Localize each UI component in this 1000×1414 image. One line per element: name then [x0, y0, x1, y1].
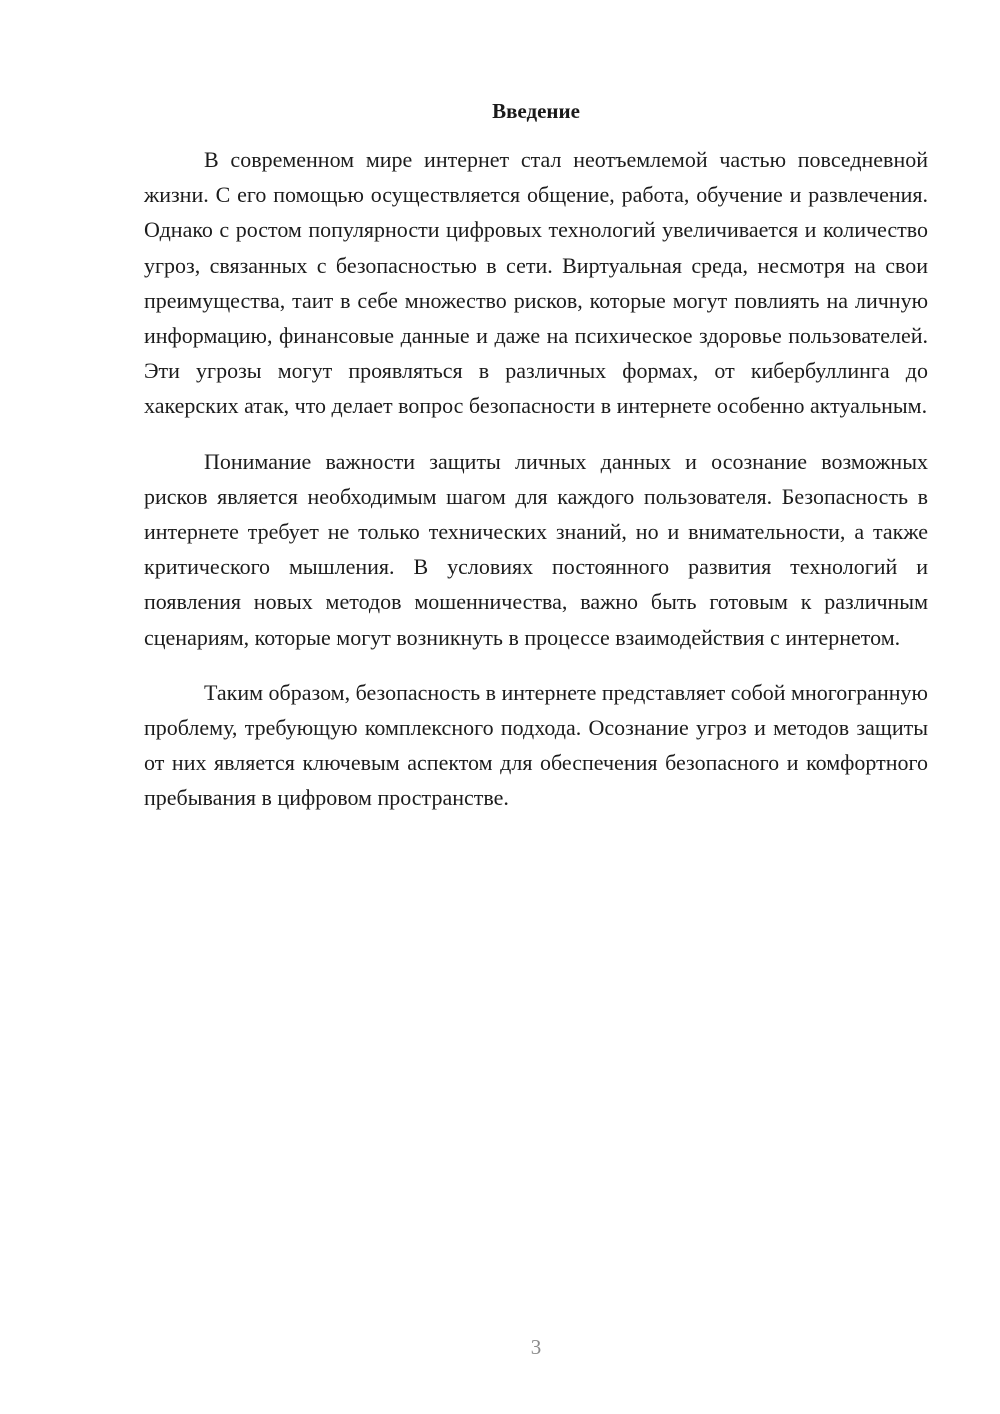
section-heading: Введение	[492, 99, 580, 123]
paragraph-1: В современном мире интернет стал неотъемлемой частью повседневной жизни. С его помощью осуществляется общение, работа, обучение и развлечения. Однако с ростом популярности цифровых технологий увеличивается и количество угроз, связанных с безопасностью в сети. Виртуальная среда, несмотря на свои преимущества, таит в себе множество рисков, которые могут повлиять на личную информацию, финансовые данные и даже на психическое здоровье пользователей. Эти угрозы могут проявляться в различных формах, от кибербуллинга до хакерских атак, что делает вопрос безопасности в интернете особенно актуальным.	[144, 147, 928, 419]
paragraph-3: Таким образом, безопасность в интернете представляет собой многогранную проблему, требующую комплексного подхода. Осознание угроз и методов защиты от них является ключевым аспектом для обеспечения безопасного и комфортного пребывания в цифровом пространстве.	[144, 679, 928, 811]
page-number: 3	[530, 1335, 542, 1359]
paragraph-2: Понимание важности защиты личных данных и осознание возможных рисков является необходимым шагом для каждого пользователя. Безопасность в интернете требует не только технических знаний, но и внимательности, а также критического мышления. В условиях постоянного развития технологий и появления новых методов мошенничества, важно быть готовым к различным сценариям, которые могут возникнуть в процессе взаимодействия с интернетом.	[144, 448, 928, 650]
document-body	[144, 142, 928, 816]
